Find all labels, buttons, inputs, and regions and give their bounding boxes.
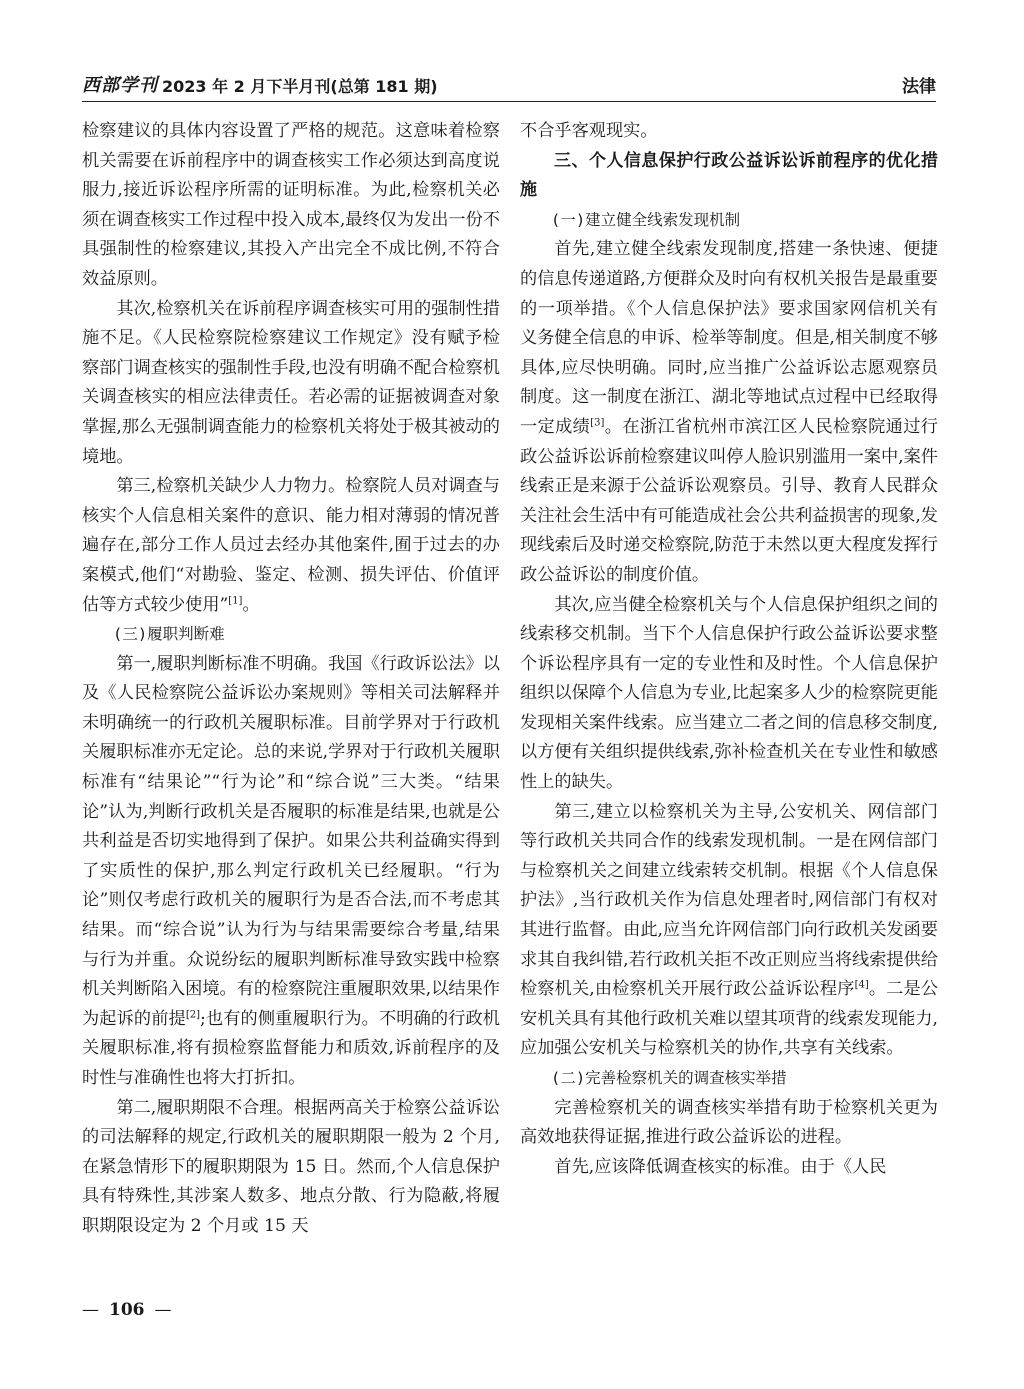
paragraph <box>520 117 938 147</box>
paragraph-text: (三)履职判断难 <box>113 625 225 644</box>
paragraph-text: 首先,应该降低调查核实的标准。由于《人民 <box>554 1156 887 1177</box>
footer-dash-right: — <box>154 1300 172 1320</box>
paragraph <box>520 1094 938 1153</box>
right-column <box>520 117 938 1182</box>
paragraph-text: 其次,应当健全检察机关与个人信息保护组织之间的线索移交机制。当下个人信息保护行政公益诉讼要求整个诉讼程序具有一定的专业性和及时性。个人信息保护组织以保障个人信息为专业,比起案多人少的检察院更能发现相关案件线索。应当建立二者之间的信息移交制度,以方便有关组织提供线索,弥补检查机关在专业性和敏感性上的缺失。 <box>520 594 938 793</box>
paragraph-text-continued: 。 <box>242 594 260 615</box>
paragraph <box>82 650 500 1094</box>
paragraph <box>82 472 500 620</box>
paragraph-text: 其次,检察机关在诉前程序调查核实可用的强制性措施不足。《人民检察院检察建议工作规定》没有赋予检察部门调查核实的强制性手段,也没有明确不配合检察机关调查核实的相应法律责任。若必需的证据被调查对象掌握,那么无强制调查能力的检察机关将处于极其被动的境地。 <box>82 298 500 467</box>
paragraph-text: 第三,检察机关缺少人力物力。检察院人员对调查与核实个人信息相关案件的意识、能力相对薄弱的情况普遍存在,部分工作人员过去经办其他案件,囿于过去的办案模式,他们“对勘验、鉴定、检测、损失评估、价值评估等方式较少使用” <box>82 476 500 615</box>
running-header <box>82 68 936 102</box>
paragraph-text: 三、个人信息保护行政公益诉讼诉前程序的优化措施 <box>520 150 938 201</box>
paragraph-text: (二)完善检察机关的调查核实举措 <box>551 1069 787 1087</box>
paragraph <box>520 591 938 798</box>
paragraph-text: 完善检察机关的调查核实举措有助于检察机关更为高效地获得证据,推进行政公益诉讼的进程。 <box>520 1097 938 1148</box>
paragraph <box>82 117 500 295</box>
citation-marker: [2] <box>185 1009 201 1021</box>
issue-info: 2023 年 2 月下半月刊(总第 181 期) <box>162 77 438 96</box>
paragraph <box>82 1094 500 1242</box>
left-column <box>82 117 500 1242</box>
paragraph-text: 不合乎客观现实。 <box>520 121 658 141</box>
paragraph-text: 第三,建立以检察机关为主导,公安机关、网信部门等行政机关共同合作的线索发现机制。一是在网信部门与检察机关之间建立线索转交机制。根据《个人信息保护法》,当行政机关作为信息处理者时,网信部门有权对其进行监督。由此,应当允许网信部门向行政机关发函要求其自我纠错,若行政机关拒不改正则应当将线索提供给检察机关,由检察机关开展行政公益诉讼程序 <box>520 801 938 1000</box>
subsection-heading <box>520 1064 938 1094</box>
page-footer <box>82 1300 172 1320</box>
journal-name: 西部学刊 <box>82 75 158 96</box>
section-heading <box>520 147 938 206</box>
paragraph <box>520 1153 938 1183</box>
subsection-heading <box>520 206 938 236</box>
paragraph-text: 检察建议的具体内容设置了严格的规范。这意味着检察机关需要在诉前程序中的调查核实工作必须达到高度说服力,接近诉讼程序所需的证明标准。为此,检察机关必须在调查核实工作过程中投入成本,最终仅为发出一份不具强制性的检察建议,其投入产出完全不成比例,不符合效益原则。 <box>82 121 500 289</box>
subsection-heading <box>82 620 500 650</box>
paragraph <box>520 235 938 590</box>
paragraph-text-continued: ;也有的侧重履职行为。不明确的行政机关履职标准,将有损检察监督能力和质效,诉前程序的及时性与准确性也将大打折扣。 <box>82 1008 500 1088</box>
paragraph-text: 第二,履职期限不合理。根据两高关于检察公益诉讼的司法解释的规定,行政机关的履职期限一般为 2 个月,在紧急情形下的履职期限为 15 日。然而,个人信息保护具有特殊性,其涉案人数多、地点分散、行为隐蔽,将履职期限设定为 2 个月或 15 天 <box>82 1097 500 1236</box>
paragraph-text-continued: 。二是公安机关具有其他行政机关难以望其项背的线索发现能力,应加强公安机关与检察机关的协作,共享有关线索。 <box>520 979 938 1059</box>
section-name: 法律 <box>902 77 936 97</box>
citation-marker: [4] <box>854 979 869 991</box>
paragraph-text: 首先,建立健全线索发现制度,搭建一条快速、便捷的信息传递道路,方便群众及时向有权机关报告是最重要的一项举措。《个人信息保护法》要求国家网信机关有义务健全信息的申诉、检举等制度。但是,相关制度不够具体,应尽快明确。同时,应当推广公益诉讼志愿观察员制度。这一制度在浙江、湖北等地试点过程中已经取得一定成绩 <box>520 239 938 437</box>
paragraph-text: (一)建立健全线索发现机制 <box>551 210 741 229</box>
footer-dash-left: — <box>82 1300 99 1320</box>
citation-marker: [1] <box>228 594 243 606</box>
paragraph <box>520 798 938 1064</box>
paragraph-text-continued: 。在浙江省杭州市滨江区人民检察院通过行政公益诉讼诉前检察建议叫停人脸识别滥用一案中,案件线索正是来源于公益诉讼观察员。引导、教育人民群众关注社会生活中有可能造成社会公共利益损害的现象,发现线索后及时递交检察院,防范于未然以更大程度发挥行政公益诉讼的制度价值。 <box>520 416 938 585</box>
header-left <box>82 71 438 97</box>
citation-marker: [3] <box>590 417 605 429</box>
paragraph <box>82 295 500 473</box>
page-number: 106 <box>109 1300 145 1320</box>
paragraph-text: 第一,履职判断标准不明确。我国《行政诉讼法》以及《人民检察院公益诉讼办案规则》等相关司法解释并未明确统一的行政机关履职标准。目前学界对于行政机关履职标准亦无定论。总的来说,学界对于行政机关履职标准有“结果论”“行为论”和“综合说”三大类。“结果论”认为,判断行政机关是否履职的标准是结果,也就是公共利益是否切实地得到了保护。如果公共利益确实得到了实质性的保护,那么判定行政机关已经履职。“行为论”则仅考虑行政机关的履职行为是否合法,而不考虑其结果。而“综合说”认为行为与结果需要综合考量,结果与行为并重。众说纷纭的履职判断标准导致实践中检察机关判断陷入困境。有的检察院注重履职效果,以结果作为起诉的前提 <box>82 653 500 1029</box>
